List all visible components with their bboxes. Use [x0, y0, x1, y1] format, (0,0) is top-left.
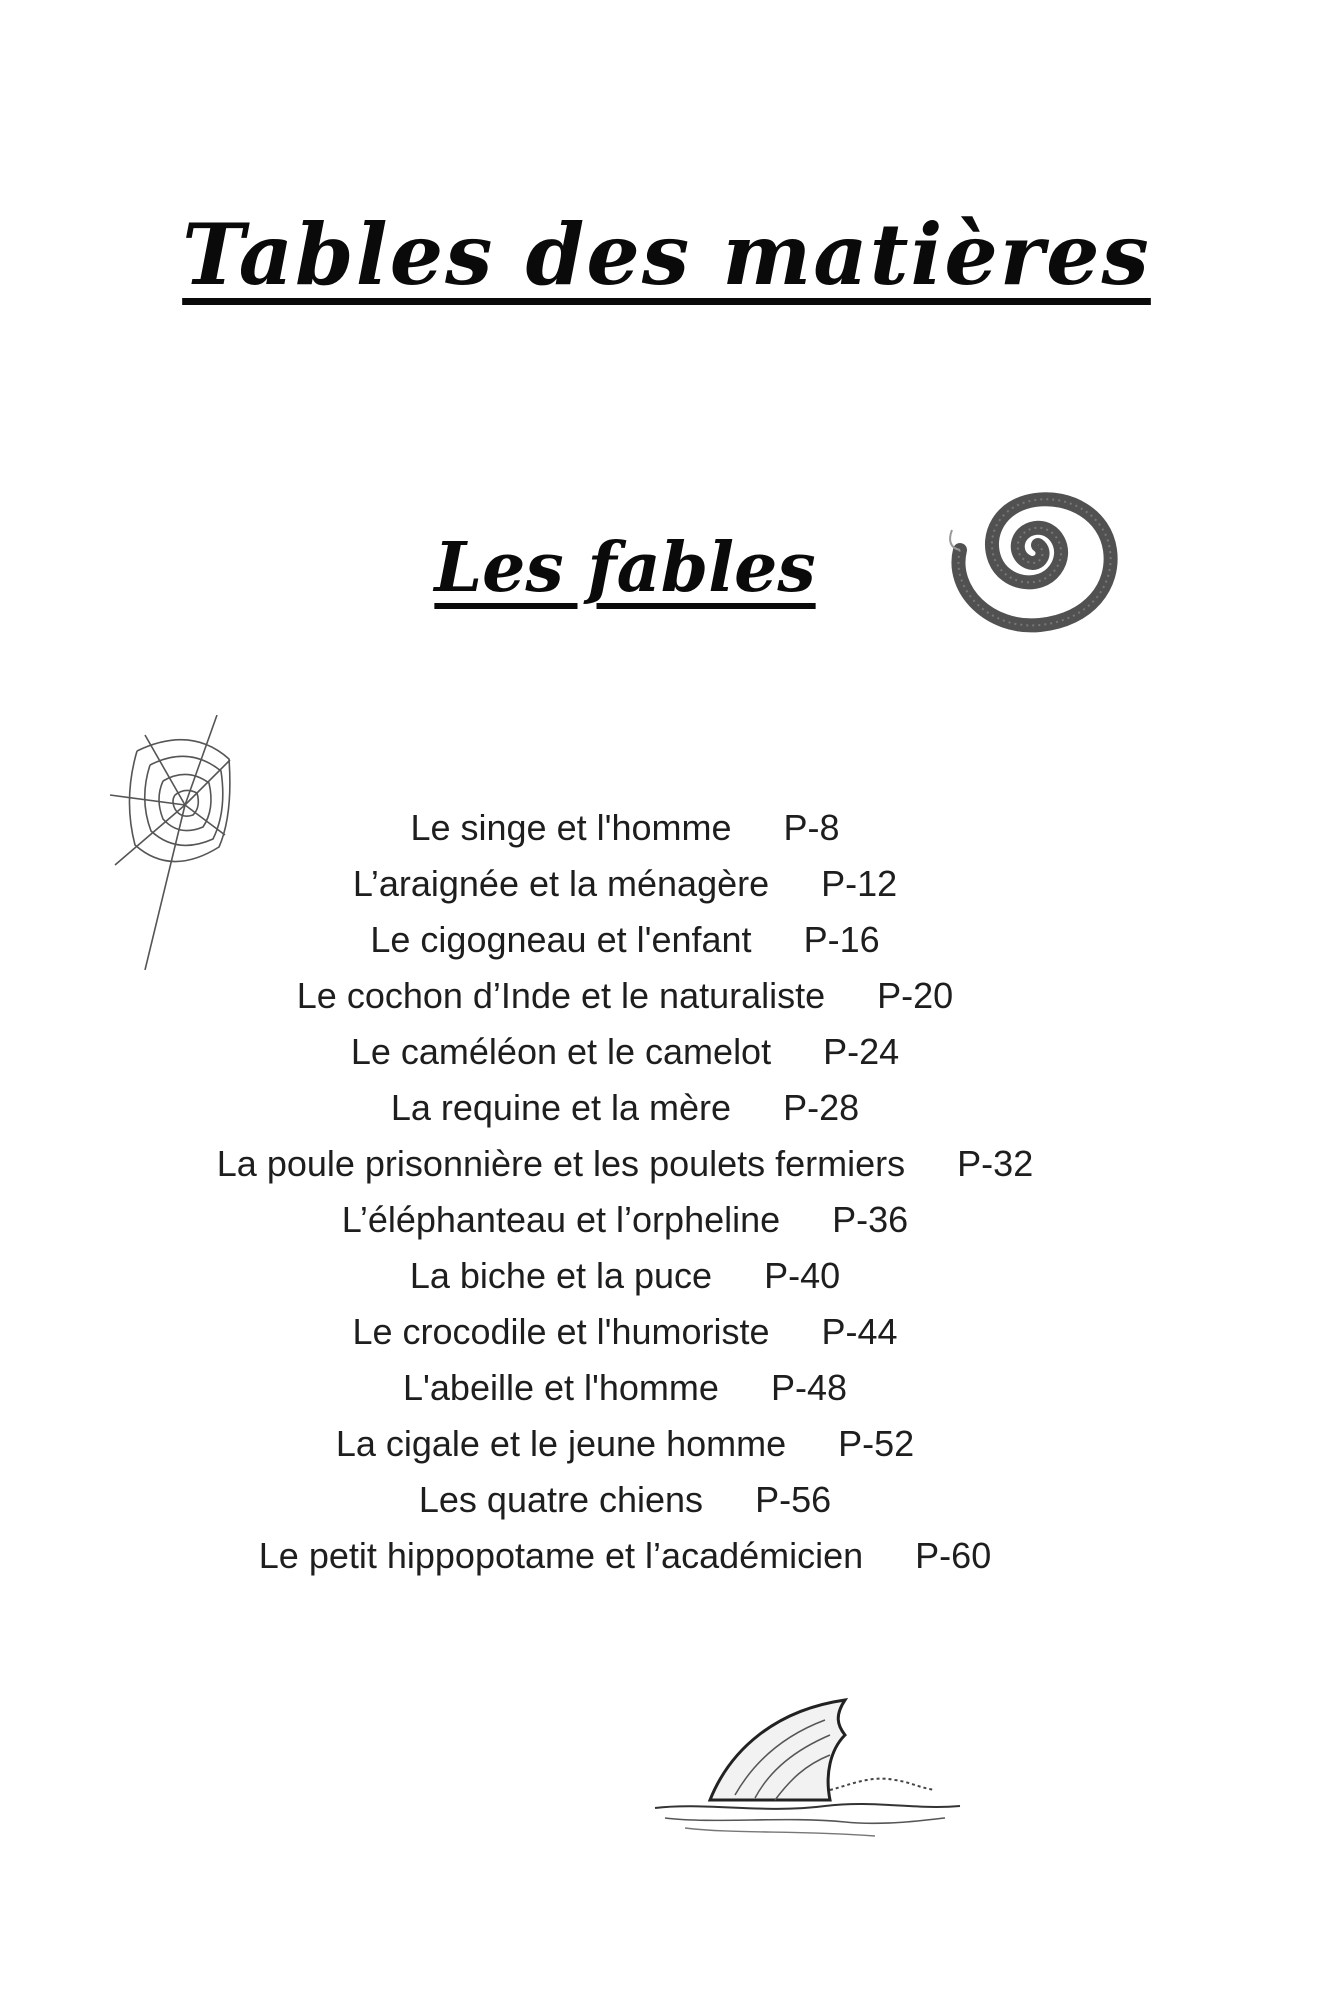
toc-entry-title: Le petit hippopotame et l’académicien: [258, 1535, 864, 1576]
toc-entry-title: L'abeille et l'homme: [403, 1367, 719, 1408]
toc-entry-page: P-32: [957, 1143, 1034, 1184]
toc-entry-title: Le cigogneau et l'enfant: [370, 919, 752, 960]
toc-entry-page: P-24: [823, 1031, 900, 1072]
toc-entry: [0, 1080, 1250, 1136]
toc-entry-title: La biche et la puce: [409, 1255, 713, 1296]
toc-entry: [0, 1528, 1250, 1584]
toc-entry: [0, 856, 1250, 912]
toc-entry-title: La poule prisonnière et les poulets fermiers: [216, 1143, 906, 1184]
toc-entry: [0, 1136, 1250, 1192]
toc-entry-title: La requine et la mère: [390, 1087, 732, 1128]
toc-entry-page: P-44: [821, 1311, 898, 1352]
section-title: Les fables: [434, 528, 816, 608]
toc-entry-page: P-40: [764, 1255, 841, 1296]
toc-entry-page: P-20: [877, 975, 954, 1016]
toc-entry-page: P-28: [783, 1087, 860, 1128]
toc-entry: [0, 1360, 1250, 1416]
toc-entry-page: P-56: [755, 1479, 832, 1520]
toc-entry: [0, 1192, 1250, 1248]
toc-entry-page: P-36: [832, 1199, 909, 1240]
toc-entry: [0, 1472, 1250, 1528]
toc-entry-page: P-48: [770, 1367, 847, 1408]
toc-entry: [0, 1304, 1250, 1360]
toc-entry: [0, 912, 1250, 968]
toc-entry-title: Le singe et l'homme: [410, 807, 732, 848]
toc-entry: [0, 968, 1250, 1024]
toc-entry-title: Le cochon d’Inde et le naturaliste: [296, 975, 826, 1016]
table-of-contents: [0, 800, 1250, 1584]
toc-entry: [0, 1248, 1250, 1304]
toc-entry-title: Le caméléon et le camelot: [350, 1031, 772, 1072]
toc-entry-page: P-52: [838, 1423, 915, 1464]
toc-entry-title: La cigale et le jeune homme: [335, 1423, 787, 1464]
toc-entry: [0, 1024, 1250, 1080]
toc-entry: [0, 1416, 1250, 1472]
toc-entry: [0, 800, 1250, 856]
toc-entry-title: L’araignée et la ménagère: [352, 863, 770, 904]
toc-entry-page: P-8: [783, 807, 840, 848]
toc-entry-title: L’éléphanteau et l’orpheline: [341, 1199, 781, 1240]
toc-entry-title: Le crocodile et l'humoriste: [352, 1311, 770, 1352]
toc-entry-title: Les quatre chiens: [418, 1479, 704, 1520]
shark-fin-icon: [645, 1690, 965, 1855]
page-title: Tables des matières: [182, 205, 1151, 304]
toc-entry-page: P-60: [915, 1535, 992, 1576]
toc-entry-page: P-16: [803, 919, 880, 960]
toc-entry-page: P-12: [821, 863, 898, 904]
